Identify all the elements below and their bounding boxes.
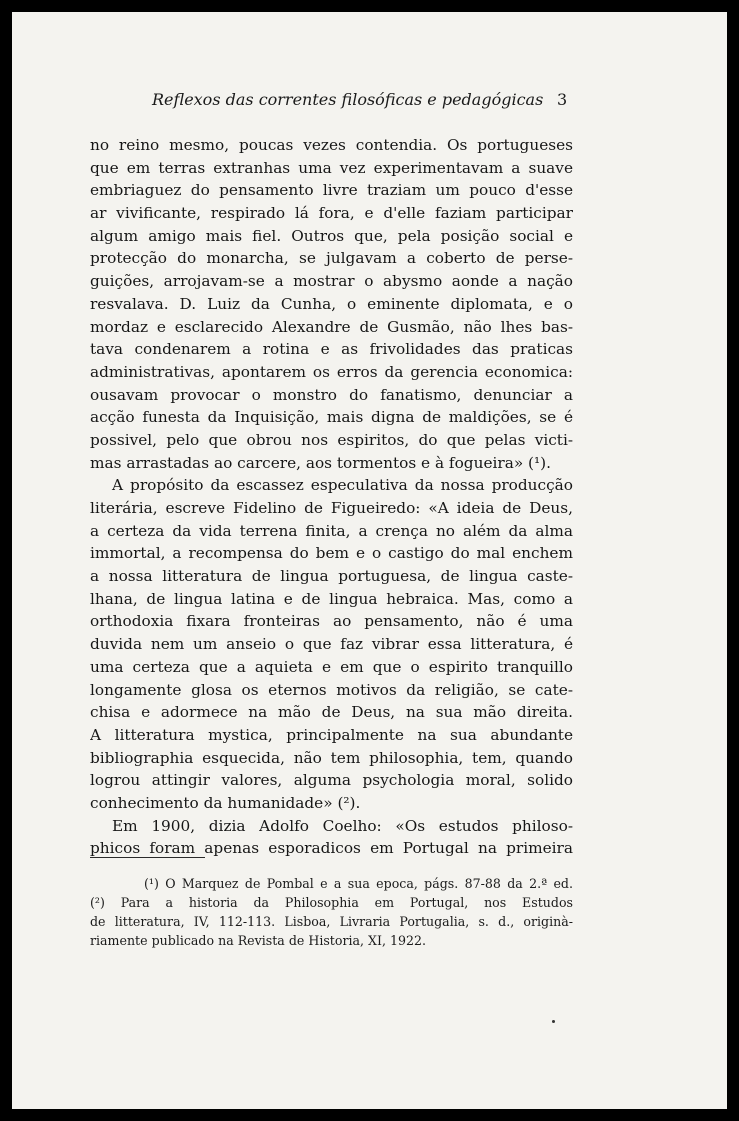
- page-header: [12, 90, 727, 114]
- body-line: acção funesta da Inquisição, mais digna de maldições, se é: [90, 408, 573, 427]
- body-line: chisa e adormece na mão de Deus, na sua mão direita.: [90, 703, 573, 722]
- body-line: uma certeza que a aquieta e em que o espirito tranquillo: [90, 657, 573, 676]
- body-line: mas arrastadas ao carcere, aos tormentos e à fogueira» (¹).: [90, 453, 551, 472]
- body-line: embriaguez do pensamento livre traziam um pouco d'esse: [90, 181, 573, 200]
- ink-speck: [552, 1020, 555, 1023]
- footnote-2: (²) Para a historia da Philosophia em Portugal, nos Estudos: [90, 895, 573, 910]
- body-line: tava condenarem a rotina e as frivolidades das praticas: [90, 340, 573, 359]
- footnotes: [90, 874, 573, 950]
- body-line: a nossa litteratura de lingua portuguesa, de lingua caste-: [90, 567, 573, 586]
- body-line: no reino mesmo, poucas vezes contendia. Os portugueses: [90, 136, 573, 154]
- body-line: ousavam provocar o monstro do fanatismo, denunciar a: [90, 385, 573, 404]
- body-line: orthodoxia fixara fronteiras ao pensamento, não é uma: [90, 612, 573, 631]
- paragraph-start-line: A propósito da escassez especulativa da nossa producção: [112, 476, 573, 495]
- body-line: A litteratura mystica, principalmente na sua abundante: [90, 725, 573, 744]
- body-line: protecção do monarcha, se julgavam a coberto de perse-: [90, 249, 573, 268]
- body-line: longamente glosa os eternos motivos da religião, se cate-: [90, 680, 573, 699]
- body-line: possivel, pelo que obrou nos espiritos, do que pelas victi-: [90, 430, 573, 449]
- body-line: resvalava. D. Luiz da Cunha, o eminente diplomata, e o: [90, 294, 573, 313]
- body-line: guições, arrojavam-se a mostrar o abysmo aonde a nação: [90, 272, 573, 291]
- running-title: Reflexos das correntes filosóficas e pedagógicas: [152, 90, 544, 109]
- body-line: literária, escreve Fidelino de Figueiredo: «A ideia de Deus,: [90, 499, 573, 517]
- body-line: immortal, a recompensa do bem e o castigo do mal enchem: [90, 544, 573, 563]
- body-line: bibliographia esquecida, não tem philosophia, tem, quando: [90, 748, 573, 767]
- body-line: administrativas, apontarem os erros da gerencia economica:: [90, 362, 573, 381]
- body-line: algum amigo mais fiel. Outros que, pela posição social e: [90, 226, 573, 245]
- body-line: ar vivificante, respirado lá fora, e d'elle faziam participar: [90, 204, 573, 223]
- footnote-2-continued: riamente publicado na Revista de Historia, XI, 1922.: [90, 933, 427, 948]
- body-line: duvida nem um anseio o que faz vibrar essa litteratura, é: [90, 635, 573, 654]
- footnote-1: (¹) O Marquez de Pombal e a sua epoca, págs. 87-88 da 2.ª ed.: [144, 876, 573, 891]
- body-text: [90, 134, 573, 860]
- paragraph-start-line: Em 1900, dizia Adolfo Coelho: «Os estudos philoso-: [112, 816, 573, 835]
- body-line: phicos foram apenas esporadicos em Portugal na primeira: [90, 839, 573, 858]
- footnote-separator: [90, 857, 205, 858]
- page-number: 3: [557, 90, 568, 109]
- book-page: [12, 12, 727, 1109]
- footnote-2-continued: de litteratura, IV, 112-113. Lisboa, Livraria Portugalia, s. d., originà-: [90, 914, 573, 929]
- body-line: a certeza da vida terrena finita, a crença no além da alma: [90, 521, 573, 540]
- body-line: logrou attingir valores, alguma psychologia moral, solido: [90, 771, 573, 790]
- body-line: que em terras extranhas uma vez experimentavam a suave: [90, 158, 573, 177]
- body-line: lhana, de lingua latina e de lingua hebraica. Mas, como a: [90, 589, 573, 608]
- body-line: conhecimento da humanidade» (²).: [90, 793, 361, 812]
- body-line: mordaz e esclarecido Alexandre de Gusmão, não lhes bas-: [90, 317, 573, 336]
